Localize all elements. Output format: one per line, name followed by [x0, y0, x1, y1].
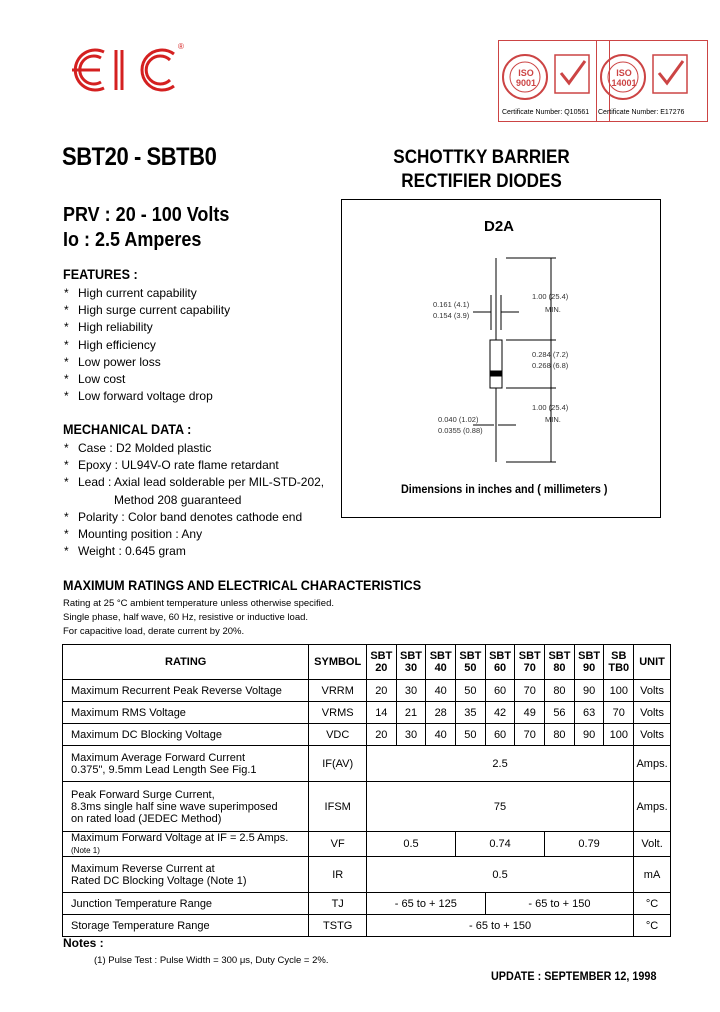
- list-item: * High efficiency: [64, 337, 334, 354]
- table-row: Peak Forward Surge Current, 8.3ms single half sine wave superimposed on rated load (JEDEC Method) IFSM 75 Amps.: [63, 782, 671, 832]
- list-item: * Low forward voltage drop: [64, 388, 334, 405]
- eic-logo-icon: [64, 40, 194, 100]
- mechanical-heading: MECHANICAL DATA :: [63, 421, 192, 437]
- dim-lead-dia-top: 0.161 (4.1): [433, 300, 470, 309]
- col-part: SBT 90: [574, 645, 604, 680]
- table-row: Maximum Recurrent Peak Reverse Voltage VRRM 20 30 40 50 60 70 80 90 100 Volts: [63, 680, 671, 702]
- features-list: [64, 285, 334, 405]
- dimensions-caption: Dimensions in inches and ( millimeters ): [401, 482, 608, 496]
- col-part: SBT 40: [426, 645, 456, 680]
- ratings-note-2: Single phase, half wave, 60 Hz, resistive or inductive load.: [63, 612, 309, 623]
- list-item: * Polarity : Color band denotes cathode end: [64, 509, 339, 526]
- list-item: Method 208 guaranteed: [114, 492, 242, 507]
- product-subtitle: [387, 146, 576, 194]
- table-row: Maximum Average Forward Current 0.375", 9.5mm Lead Length See Fig.1 IF(AV) 2.5 Amps.: [63, 746, 671, 782]
- list-item: * High surge current capability: [64, 302, 334, 319]
- dim-lead-len-2-min: MIN.: [545, 415, 561, 424]
- list-item: * Case : D2 Molded plastic: [64, 440, 339, 457]
- notes-text: (1) Pulse Test : Pulse Width = 300 μs, Duty Cycle = 2%.: [94, 955, 329, 966]
- table-row: Junction Temperature Range TJ - 65 to + 125 - 65 to + 150 °C: [63, 893, 671, 915]
- registered-mark: ®: [178, 42, 184, 51]
- list-item: * High current capability: [64, 285, 334, 302]
- dim-body-len-top: 0.284 (7.2): [532, 350, 569, 359]
- list-item: * Epoxy : UL94V-O rate flame retardant: [64, 457, 339, 474]
- dim-lead-len-1-min: MIN.: [545, 305, 561, 314]
- prv-line: PRV : 20 - 100 Volts: [63, 204, 230, 226]
- iso-14001-label: ISO 14001: [611, 68, 637, 88]
- col-part: SBT 20: [366, 645, 396, 680]
- col-part: SBT 60: [485, 645, 515, 680]
- dim-wire-bot: 0.0355 (0.88): [438, 426, 483, 435]
- table-row: Maximum DC Blocking Voltage VDC 20 30 40 50 60 70 80 90 100 Volts: [63, 724, 671, 746]
- col-unit: UNIT: [634, 645, 671, 680]
- io-line: Io : 2.5 Amperes: [63, 229, 202, 251]
- update-date: UPDATE : SEPTEMBER 12, 1998: [491, 969, 657, 983]
- table-row: Maximum RMS Voltage VRMS 14 21 28 35 42 49 56 63 70 Volts: [63, 702, 671, 724]
- table-header-row: [63, 645, 671, 680]
- list-item: * Low cost: [64, 371, 334, 388]
- dim-body-len-bot: 0.268 (6.8): [532, 361, 569, 370]
- subtitle-line-2: RECTIFIER DIODES: [401, 171, 562, 192]
- table-row: Storage Temperature Range TSTG - 65 to + 150 °C: [63, 915, 671, 937]
- dim-lead-len-2: 1.00 (25.4): [532, 403, 569, 412]
- cert-number-2: Certificate Number: E17276: [598, 109, 685, 116]
- notes-heading: Notes :: [63, 936, 104, 950]
- table-row: Maximum Forward Voltage at IF = 2.5 Amps. (Note 1) VF 0.5 0.74 0.79 Volt.: [63, 832, 671, 857]
- ratings-note-1: Rating at 25 °C ambient temperature unless otherwise specified.: [63, 598, 334, 609]
- table-row: Maximum Reverse Current at Rated DC Blocking Voltage (Note 1) IR 0.5 mA: [63, 857, 671, 893]
- mechanical-list: [64, 440, 339, 560]
- col-part: SBT 50: [456, 645, 486, 680]
- dim-wire-top: 0.040 (1.02): [438, 415, 479, 424]
- cert-number-1: Certificate Number: Q10561: [502, 109, 590, 116]
- col-part: SBT 30: [396, 645, 426, 680]
- ratings-table: [62, 644, 671, 937]
- dim-lead-dia-bot: 0.154 (3.9): [433, 311, 470, 320]
- list-item: * Lead : Axial lead solderable per MIL-STD-202,: [64, 474, 339, 491]
- col-symbol: SYMBOL: [309, 645, 367, 680]
- dim-lead-len-1: 1.00 (25.4): [532, 292, 569, 301]
- package-drawing: [341, 240, 659, 470]
- col-part: SBT 80: [545, 645, 575, 680]
- iso-9001-label: ISO 9001: [515, 68, 537, 88]
- list-item: * High reliability: [64, 319, 334, 336]
- ratings-note-3: For capacitive load, derate current by 20%.: [63, 626, 245, 637]
- col-part: SB TB0: [604, 645, 634, 680]
- package-name: D2A: [484, 218, 515, 235]
- list-item: * Weight : 0.645 gram: [64, 543, 339, 560]
- list-item: * Low power loss: [64, 354, 334, 371]
- prv-block: [63, 203, 229, 253]
- part-title: SBT20 - SBTB0: [62, 143, 217, 171]
- col-part: SBT 70: [515, 645, 545, 680]
- col-rating: RATING: [63, 645, 309, 680]
- features-heading: FEATURES :: [63, 266, 138, 282]
- subtitle-line-1: SCHOTTKY BARRIER: [393, 147, 570, 168]
- list-item: * Mounting position : Any: [64, 526, 339, 543]
- company-logo: [64, 40, 194, 100]
- ratings-heading: MAXIMUM RATINGS AND ELECTRICAL CHARACTERISTICS: [63, 577, 422, 593]
